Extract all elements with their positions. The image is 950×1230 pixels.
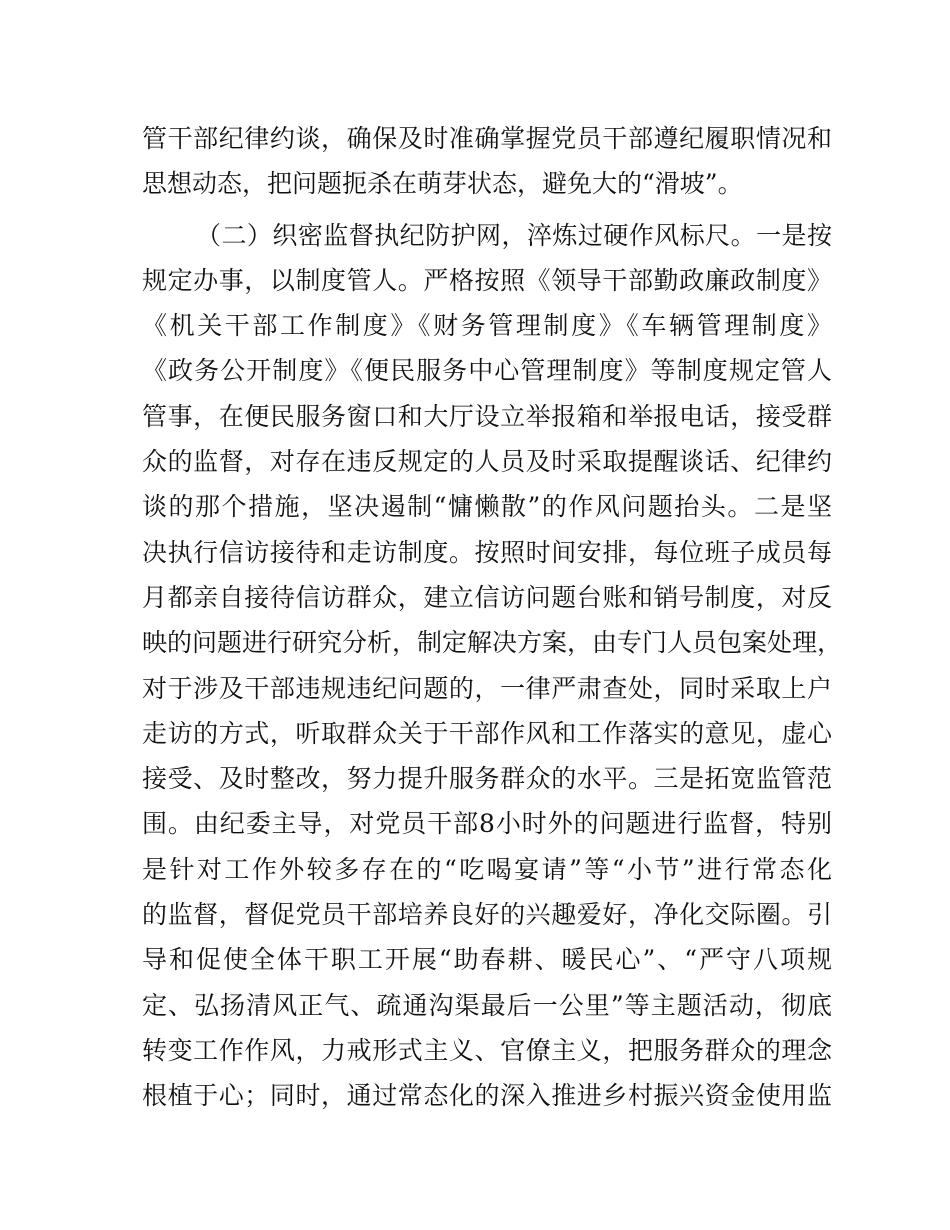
text-line: 谈的那个措施，坚决遏制“慵懒散”的作风问题抬头。二是坚	[142, 492, 832, 522]
text-line: 根植于心；同时，通过常态化的深入推进乡村振兴资金使用监	[142, 1081, 832, 1111]
text-line: 月都亲自接待信访群众，建立信访问题台账和销号制度，对反	[142, 582, 832, 612]
text-line: 走访的方式，听取群众关于干部作风和工作落实的意见，虚心	[142, 718, 832, 748]
text-line: 定、弘扬清风正气、疏通沟渠最后一公里”等主题活动，彻底	[142, 990, 832, 1020]
body-text	[142, 116, 843, 1119]
text-line: 对于涉及干部违规违纪问题的，一律严肃查处，同时采取上户	[142, 673, 832, 703]
text-line: 《政务公开制度》《便民服务中心管理制度》等制度规定管人	[142, 356, 832, 386]
text-line: 转变工作作风，力戒形式主义、官僚主义，把服务群众的理念	[142, 1035, 832, 1065]
text-line: 接受、及时整改，努力提升服务群众的水平。三是拓宽监管范	[142, 764, 832, 794]
text-line: 《机关干部工作制度》《财务管理制度》《车辆管理制度》	[142, 311, 832, 341]
text-line: 决执行信访接待和走访制度。按照时间安排，每位班子成员每	[142, 537, 832, 567]
text-line: 的监督，督促党员干部培养良好的兴趣爱好，净化交际圈。引	[142, 900, 832, 930]
text-line: 映的问题进行研究分析，制定解决方案，由专门人员包案处理，	[142, 628, 843, 658]
text-line: （二）织密监督执纪防护网，淬炼过硬作风标尺。一是按	[196, 220, 832, 250]
text-line: 众的监督，对存在违反规定的人员及时采取提醒谈话、纪律约	[142, 447, 832, 477]
text-line: 是针对工作外较多存在的“吃喝宴请”等“小节”进行常态化	[142, 854, 832, 884]
text-line: 规定办事，以制度管人。严格按照《领导干部勤政廉政制度》	[142, 265, 832, 295]
text-line: 围。由纪委主导，对党员干部8小时外的问题进行监督，特别	[142, 809, 832, 839]
text-line: 导和促使全体干职工开展“助春耕、暖民心”、“严守八项规	[142, 945, 832, 975]
text-line: 思想动态，把问题扼杀在萌芽状态，避免大的“滑坡”。	[142, 169, 743, 199]
text-line: 管干部纪律约谈，确保及时准确掌握党员干部遵纪履职情况和	[142, 124, 832, 153]
text-line: 管事，在便民服务窗口和大厅设立举报箱和举报电话，接受群	[142, 401, 832, 431]
paragraph-1	[142, 116, 832, 207]
paragraph-2	[142, 213, 843, 1119]
